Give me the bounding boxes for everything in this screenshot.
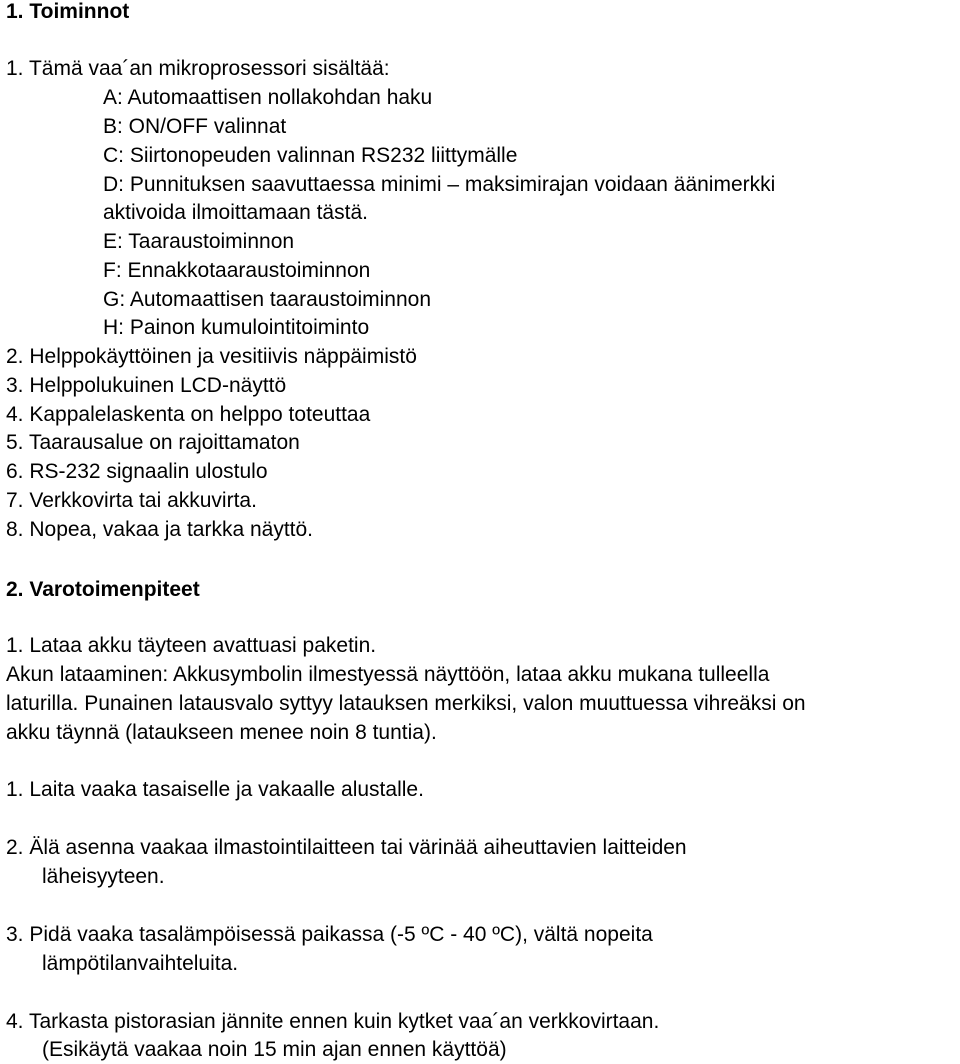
feature-a: A: Automaattisen nollakohdan haku (103, 86, 433, 109)
precaution-voltage-1: 4. Tarkasta pistorasian jännite ennen kuin kytket vaa´an verkkovirtaan. (6, 1010, 660, 1033)
feature-g: G: Automaattisen taaraustoiminnon (103, 288, 432, 311)
section-heading-varotoimenpiteet: 2. Varotoimenpiteet (6, 578, 200, 601)
precaution-temperature-2: lämpötilanvaihteluita. (42, 952, 239, 975)
list-item-8: 8. Nopea, vakaa ja tarkka näyttö. (6, 518, 314, 541)
precaution-placement-1: 2. Älä asenna vaakaa ilmastointilaitteen tai värinää aiheuttavien laitteiden (6, 836, 687, 859)
feature-d: D: Punnituksen saavuttaessa minimi – maksimirajan voidaan äänimerkki (103, 173, 776, 196)
precaution-charge-4: akku täynnä (lataukseen menee noin 8 tuntia). (6, 721, 437, 744)
precaution-voltage-2: (Esikäytä vaakaa noin 15 min ajan ennen käyttöä) (42, 1038, 507, 1061)
feature-h: H: Painon kumulointitoiminto (103, 316, 370, 339)
feature-e: E: Taaraustoiminnon (103, 230, 295, 253)
precaution-charge-1: 1. Lataa akku täyteen avattuasi paketin. (6, 634, 377, 657)
precaution-level-surface: 1. Laita vaaka tasaiselle ja vakaalle alustalle. (6, 778, 424, 801)
precaution-charge-3: laturilla. Punainen latausvalo syttyy latauksen merkiksi, valon muuttuessa vihreäksi on (6, 692, 806, 715)
precaution-temperature-1: 3. Pidä vaaka tasalämpöisessä paikassa (-5 ºC - 40 ºC), vältä nopeita (6, 923, 653, 946)
list-item-3: 3. Helppolukuinen LCD-näyttö (6, 374, 287, 397)
list-item-2: 2. Helppokäyttöinen ja vesitiivis näppäimistö (6, 345, 417, 368)
list-item-1-intro: 1. Tämä vaa´an mikroprosessori sisältää: (6, 57, 390, 80)
feature-c: C: Siirtonopeuden valinnan RS232 liittymälle (103, 144, 518, 167)
list-item-7: 7. Verkkovirta tai akkuvirta. (6, 489, 257, 512)
list-item-4: 4. Kappalelaskenta on helppo toteuttaa (6, 403, 371, 426)
list-item-6: 6. RS-232 signaalin ulostulo (6, 460, 268, 483)
list-item-5: 5. Taarausalue on rajoittamaton (6, 431, 300, 454)
precaution-placement-2: läheisyyteen. (42, 865, 165, 888)
section-heading-toiminnot: 1. Toiminnot (6, 0, 130, 23)
feature-d-cont: aktivoida ilmoittamaan tästä. (103, 201, 368, 224)
feature-b: B: ON/OFF valinnat (103, 115, 287, 138)
feature-f: F: Ennakkotaaraustoiminnon (103, 259, 371, 282)
precaution-charge-2: Akun lataaminen: Akkusymbolin ilmestyessä näyttöön, lataa akku mukana tulleella (6, 663, 770, 686)
